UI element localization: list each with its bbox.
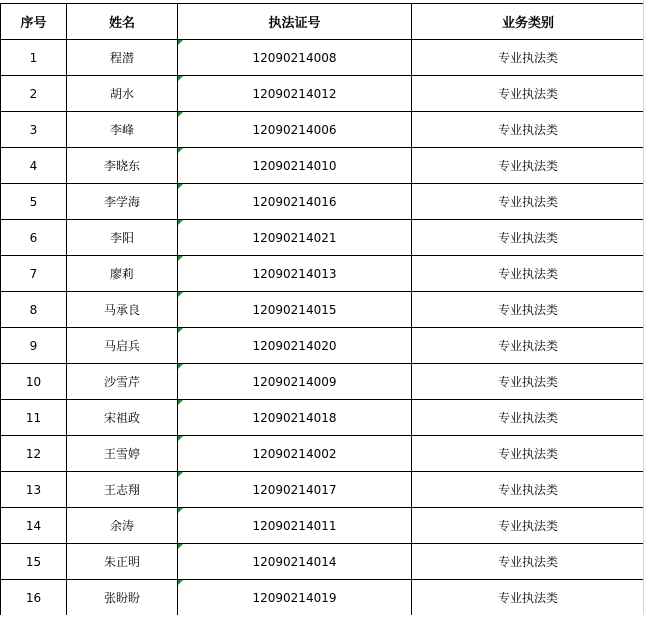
table-row [1,112,645,148]
table-row [1,328,645,364]
cell-serial-number[interactable]: 15 [1,544,67,580]
cell-certificate-number[interactable]: 12090214020 [178,328,412,364]
cell-business-category[interactable]: 专业执法类 [412,580,645,616]
cell-name[interactable]: 廖莉 [67,256,178,292]
cell-certificate-number[interactable]: 12090214018 [178,400,412,436]
cell-name[interactable]: 余涛 [67,508,178,544]
table-row [1,148,645,184]
cell-serial-number[interactable]: 5 [1,184,67,220]
cell-serial-number[interactable]: 7 [1,256,67,292]
header-certificate-number[interactable]: 执法证号 [178,4,412,40]
cell-certificate-number[interactable]: 12090214012 [178,76,412,112]
cell-serial-number[interactable]: 16 [1,580,67,616]
cell-name[interactable]: 李峰 [67,112,178,148]
law-enforcement-roster-table [0,3,645,616]
cell-certificate-number[interactable]: 12090214017 [178,472,412,508]
cell-name[interactable]: 李阳 [67,220,178,256]
cell-business-category[interactable]: 专业执法类 [412,148,645,184]
cell-certificate-number[interactable]: 12090214010 [178,148,412,184]
cell-business-category[interactable]: 专业执法类 [412,40,645,76]
table-row [1,220,645,256]
cell-name[interactable]: 王雪婷 [67,436,178,472]
grid-edge-right [643,0,648,619]
cell-business-category[interactable]: 专业执法类 [412,184,645,220]
cell-serial-number[interactable]: 11 [1,400,67,436]
cell-certificate-number[interactable]: 12090214016 [178,184,412,220]
cell-business-category[interactable]: 专业执法类 [412,256,645,292]
cell-business-category[interactable]: 专业执法类 [412,328,645,364]
table-header [1,4,645,40]
cell-business-category[interactable]: 专业执法类 [412,436,645,472]
cell-name[interactable]: 李学海 [67,184,178,220]
cell-certificate-number[interactable]: 12090214011 [178,508,412,544]
cell-name[interactable]: 朱正明 [67,544,178,580]
cell-name[interactable]: 沙雪芹 [67,364,178,400]
cell-serial-number[interactable]: 2 [1,76,67,112]
table-row [1,544,645,580]
cell-serial-number[interactable]: 8 [1,292,67,328]
grid-edge-bottom [0,615,648,619]
cell-certificate-number[interactable]: 12090214019 [178,580,412,616]
cell-name[interactable]: 马承良 [67,292,178,328]
cell-serial-number[interactable]: 10 [1,364,67,400]
cell-serial-number[interactable]: 6 [1,220,67,256]
table-row [1,364,645,400]
cell-business-category[interactable]: 专业执法类 [412,292,645,328]
cell-name[interactable]: 程潜 [67,40,178,76]
cell-name[interactable]: 李晓东 [67,148,178,184]
table-row [1,256,645,292]
cell-business-category[interactable]: 专业执法类 [412,112,645,148]
header-row [1,4,645,40]
cell-certificate-number[interactable]: 12090214014 [178,544,412,580]
cell-serial-number[interactable]: 9 [1,328,67,364]
cell-business-category[interactable]: 专业执法类 [412,544,645,580]
cell-certificate-number[interactable]: 12090214009 [178,364,412,400]
cell-serial-number[interactable]: 13 [1,472,67,508]
cell-name[interactable]: 王志翔 [67,472,178,508]
cell-certificate-number[interactable]: 12090214015 [178,292,412,328]
cell-serial-number[interactable]: 1 [1,40,67,76]
cell-certificate-number[interactable]: 12090214013 [178,256,412,292]
header-name[interactable]: 姓名 [67,4,178,40]
cell-name[interactable]: 宋祖政 [67,400,178,436]
cell-serial-number[interactable]: 12 [1,436,67,472]
table-row [1,436,645,472]
table-row [1,76,645,112]
cell-name[interactable]: 胡水 [67,76,178,112]
cell-business-category[interactable]: 专业执法类 [412,472,645,508]
cell-certificate-number[interactable]: 12090214006 [178,112,412,148]
cell-business-category[interactable]: 专业执法类 [412,508,645,544]
table-row [1,580,645,616]
cell-business-category[interactable]: 专业执法类 [412,400,645,436]
table-row [1,40,645,76]
cell-serial-number[interactable]: 4 [1,148,67,184]
cell-certificate-number[interactable]: 12090214008 [178,40,412,76]
table-row [1,292,645,328]
cell-certificate-number[interactable]: 12090214021 [178,220,412,256]
header-serial-number[interactable]: 序号 [1,4,67,40]
header-business-category[interactable]: 业务类别 [412,4,645,40]
cell-serial-number[interactable]: 14 [1,508,67,544]
table-body [1,40,645,616]
cell-business-category[interactable]: 专业执法类 [412,220,645,256]
cell-name[interactable]: 马启兵 [67,328,178,364]
cell-business-category[interactable]: 专业执法类 [412,76,645,112]
cell-serial-number[interactable]: 3 [1,112,67,148]
cell-certificate-number[interactable]: 12090214002 [178,436,412,472]
table-row [1,400,645,436]
table-row [1,508,645,544]
cell-business-category[interactable]: 专业执法类 [412,364,645,400]
cell-name[interactable]: 张盼盼 [67,580,178,616]
table-row [1,472,645,508]
table-row [1,184,645,220]
